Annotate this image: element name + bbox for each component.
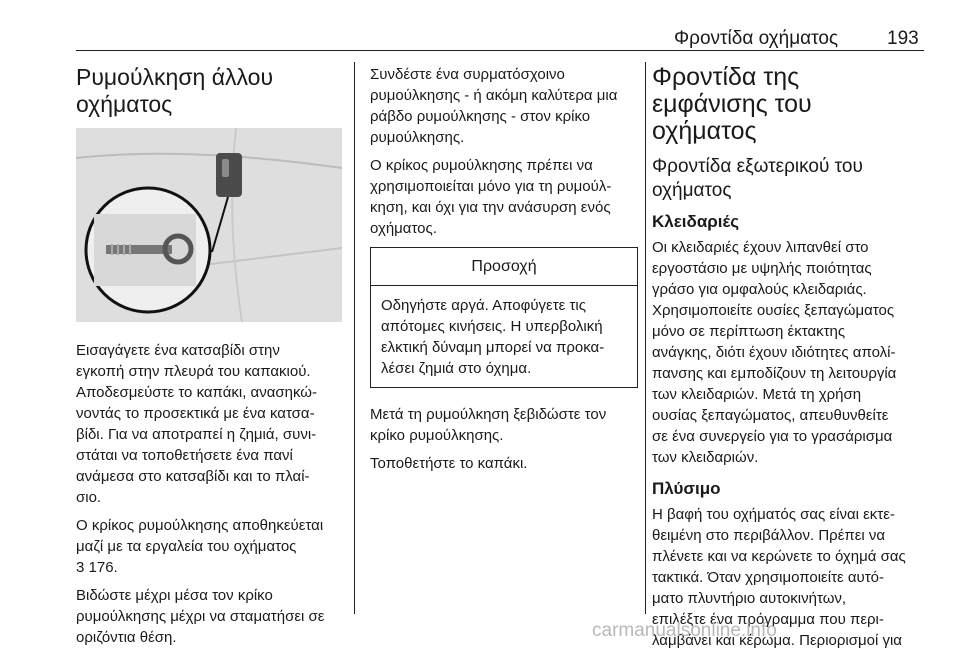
text-line: ουσίας ξεπαγώματος, απευθυνθείτε — [652, 407, 889, 424]
text-line: οχήματος. — [370, 220, 437, 237]
text-line: ελκτική δύναμη μπορεί να προκα- — [381, 339, 605, 356]
caution-box — [370, 247, 638, 388]
text-line: πανσης και εμποδίζουν τη λειτουργία — [652, 365, 897, 382]
text-line: στάται να τοποθετήσετε ένα πανί — [76, 447, 293, 464]
cover-slot — [222, 159, 229, 177]
text-line: Αποδεσμεύστε το καπάκι, ανασηκώ- — [76, 384, 318, 401]
middle-paragraph-1 — [370, 64, 642, 148]
left-paragraph-1 — [76, 340, 348, 508]
right-column — [652, 62, 942, 658]
caution-text — [371, 286, 637, 387]
text-line: Ο κρίκος ρυμούλκησης αποθηκεύεται — [76, 517, 324, 534]
text-line: κηση, και όχι για την ανάσυρση ενός — [370, 199, 611, 216]
locks-heading: Κλειδαριές — [652, 212, 740, 231]
watermark: carmanualsonline.info — [592, 620, 777, 641]
text-line: Εισαγάγετε ένα κατσαβίδι στην — [76, 342, 280, 359]
text-line: ρυμούλκησης. — [370, 129, 465, 146]
towing-eye-illustration — [76, 128, 342, 322]
middle-paragraph-2 — [370, 155, 642, 239]
text-line: μαζί με τα εργαλεία του οχήματος — [76, 538, 297, 555]
page-number: 193 — [887, 28, 919, 49]
text-line: Βιδώστε μέχρι μέσα τον κρίκο — [76, 587, 273, 604]
text-line: οριζόντια θέση. — [76, 629, 177, 646]
text-line: Συνδέστε ένα συρματόσχοινο — [370, 66, 565, 83]
text-line: ανάμεσα στο κατσαβίδι και το πλαί- — [76, 468, 310, 485]
text-line: τακτικά. Όταν χρησιμοποιείτε αυτό- — [652, 569, 884, 586]
text-line: χρησιμοποιείται μόνο για τη ρυμούλ- — [370, 178, 612, 195]
header-rule — [76, 50, 924, 51]
text-line: ματο πλυντήριο αυτοκινήτων, — [652, 590, 847, 607]
text-line: πλένετε και να κερώνετε το όχημά σας — [652, 548, 906, 565]
text-line: ράβδο ρυμούλκησης - στον κρίκο — [370, 108, 591, 125]
text-line: επιλέξτε ένα πρόγραμμα που περι- — [652, 611, 884, 628]
text-line: μόνο σε περίπτωση έκτακτης — [652, 323, 846, 340]
heading-line: οχήματος — [652, 180, 732, 201]
text-line: Μετά τη ρυμούλκηση ξεβιδώστε τον — [370, 406, 607, 423]
header-title: Φροντίδα οχήματος — [674, 28, 839, 49]
exterior-care-heading — [652, 155, 942, 203]
caution-title: Προσοχή — [371, 248, 637, 286]
text-line: απότομες κινήσεις. Η υπερβολική — [381, 318, 603, 335]
washing-heading: Πλύσιμο — [652, 479, 721, 498]
column-divider-2 — [645, 62, 646, 614]
heading-line: Φροντίδα εξωτερικού του — [652, 156, 863, 177]
towing-eye-shaft — [106, 245, 172, 254]
middle-column — [370, 64, 642, 481]
heading-line: Φροντίδα της — [652, 63, 800, 91]
left-paragraph-2 — [76, 515, 348, 578]
text-line: σε ένα συνεργείο για το γρασάρισμα — [652, 428, 893, 445]
heading-line: Ρυμούλκηση άλλου — [76, 64, 274, 90]
heading-line: οχήματος — [652, 117, 757, 145]
text-line: ρυμούλκησης μέχρι να σταματήσει σε — [76, 608, 325, 625]
text-line: νοντάς το προσεκτικά με ένα κατσα- — [76, 405, 315, 422]
left-paragraph-3 — [76, 585, 348, 648]
text-line: Ο κρίκος ρυμούλκησης πρέπει να — [370, 157, 593, 174]
text-line: Τοποθετήστε το καπάκι. — [370, 455, 528, 472]
text-line: σιο. — [76, 489, 102, 506]
text-line: Χρησιμοποιείτε ουσίες ξεπαγώματος — [652, 302, 895, 319]
text-line: ρυμούλκησης - ή ακόμη καλύτερα μια — [370, 87, 618, 104]
towing-other-vehicle-heading — [76, 64, 348, 118]
text-line: Οδηγήστε αργά. Αποφύγετε τις — [381, 297, 586, 314]
text-line: των κλειδαριών. Μετά τη χρήση — [652, 386, 862, 403]
text-line: λαμβάνει και κέρωμα. Περιορισμοί για — [652, 632, 902, 649]
text-line: κρίκο ρυμούλκησης. — [370, 427, 504, 444]
text-line: γράσο για ομφαλούς κλειδαριάς. — [652, 281, 867, 298]
text-line: Οι κλειδαριές έχουν λιπανθεί στο — [652, 239, 869, 256]
text-line: βίδι. Για να αποτραπεί η ζημιά, συνι- — [76, 426, 317, 443]
locks-paragraph — [652, 237, 942, 468]
middle-paragraph-3 — [370, 404, 642, 446]
left-column — [76, 62, 348, 655]
text-line: θειμένη στο περιβάλλον. Πρέπει να — [652, 527, 886, 544]
column-divider-1 — [354, 62, 355, 614]
text-line: των κλειδαριών. — [652, 449, 759, 466]
heading-line: οχήματος — [76, 91, 173, 117]
heading-line: εμφάνισης του — [652, 90, 812, 118]
text-line: εγκοπή στην πλευρά του καπακιού. — [76, 363, 311, 380]
text-line: εργοστάσιο με υψηλής ποιότητας — [652, 260, 872, 277]
middle-paragraph-4 — [370, 453, 642, 474]
text-line: λέσει ζημιά στο όχημα. — [381, 360, 532, 377]
text-line: Η βαφή του οχήματός σας είναι εκτε- — [652, 506, 895, 523]
towing-eye-illustration-svg — [76, 128, 342, 322]
text-line: ανάγκης, διότι έχουν ιδιότητες απολί- — [652, 344, 896, 361]
page-reference-link[interactable]: 3 176. — [76, 559, 118, 576]
vehicle-appearance-care-heading — [652, 64, 942, 145]
